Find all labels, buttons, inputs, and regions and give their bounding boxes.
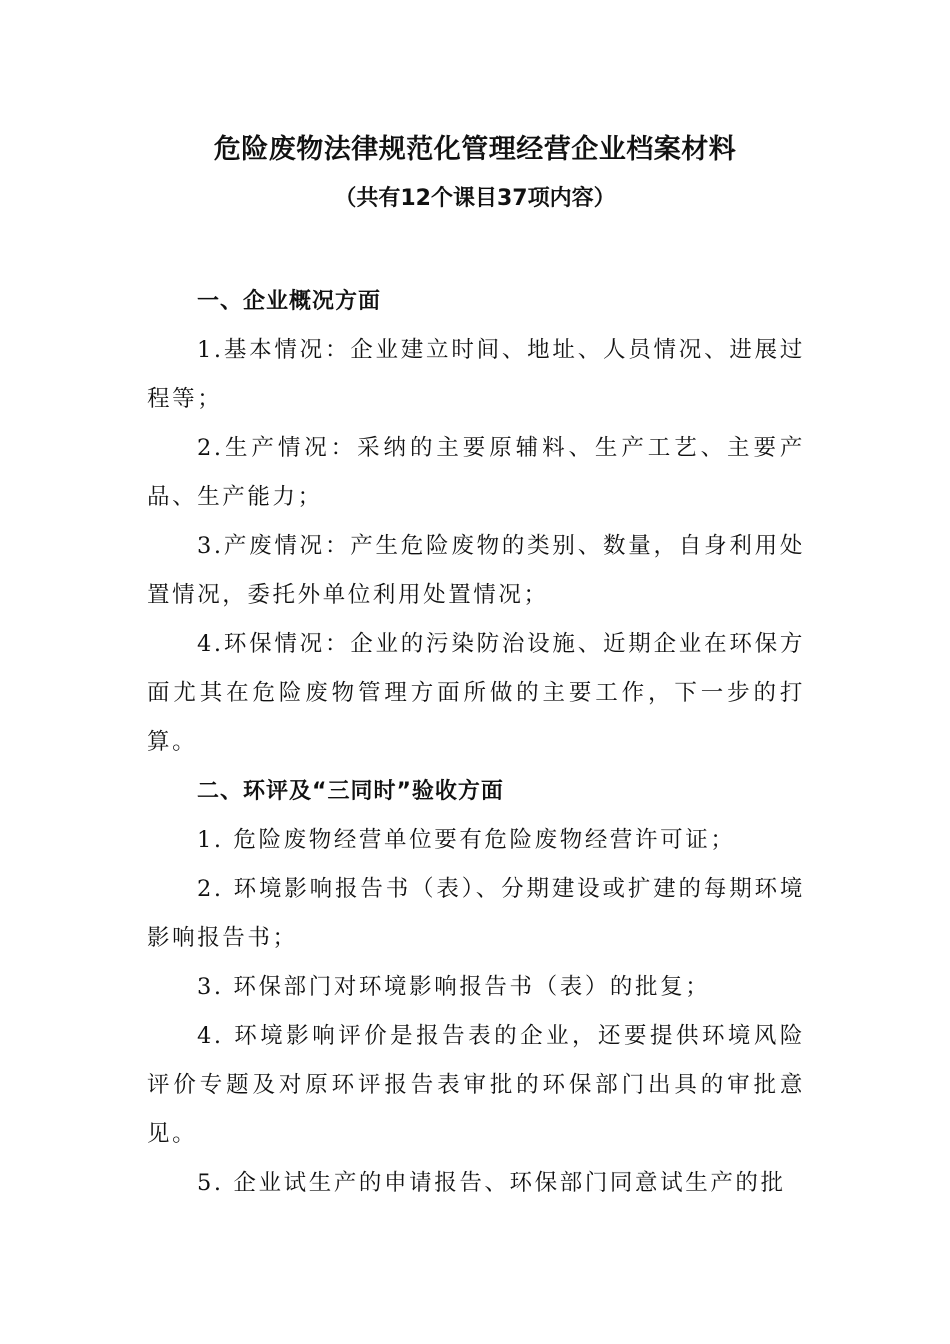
list-item: 5. 企业试生产的申请报告、环保部门同意试生产的批	[197, 1170, 786, 1196]
section-heading-eia: 二、环评及“三同时”验收方面	[197, 779, 504, 804]
document-title: 危险废物法律规范化管理经营企业档案材料	[213, 134, 737, 165]
list-item: 4. 环境影响评价是报告表的企业，还要提供环境风险评价专题及对原环评报告表审批的环保部门出具的审批意见。	[147, 1023, 805, 1147]
list-item: 2.生产情况：采纳的主要原辅料、生产工艺、主要产品、生产能力；	[147, 435, 805, 510]
list-item: 3. 环保部门对环境影响报告书（表）的批复；	[197, 974, 711, 1000]
list-item: 4.环保情况：企业的污染防治设施、近期企业在环保方面尤其在危险废物管理方面所做的主要工作，下一步的打算。	[147, 631, 805, 755]
list-item: 1.基本情况：企业建立时间、地址、人员情况、进展过程等；	[147, 337, 805, 412]
section-heading-overview: 一、企业概况方面	[197, 289, 382, 314]
list-item: 1. 危险废物经营单位要有危险废物经营许可证；	[197, 827, 736, 853]
document-body	[147, 277, 805, 1208]
list-item: 2. 环境影响报告书（表）、分期建设或扩建的每期环境影响报告书；	[147, 876, 805, 951]
list-item: 3.产废情况：产生危险废物的类别、数量，自身利用处置情况，委托外单位利用处置情况；	[147, 533, 805, 608]
document-subtitle: （共有12个课目37项内容）	[334, 186, 616, 211]
